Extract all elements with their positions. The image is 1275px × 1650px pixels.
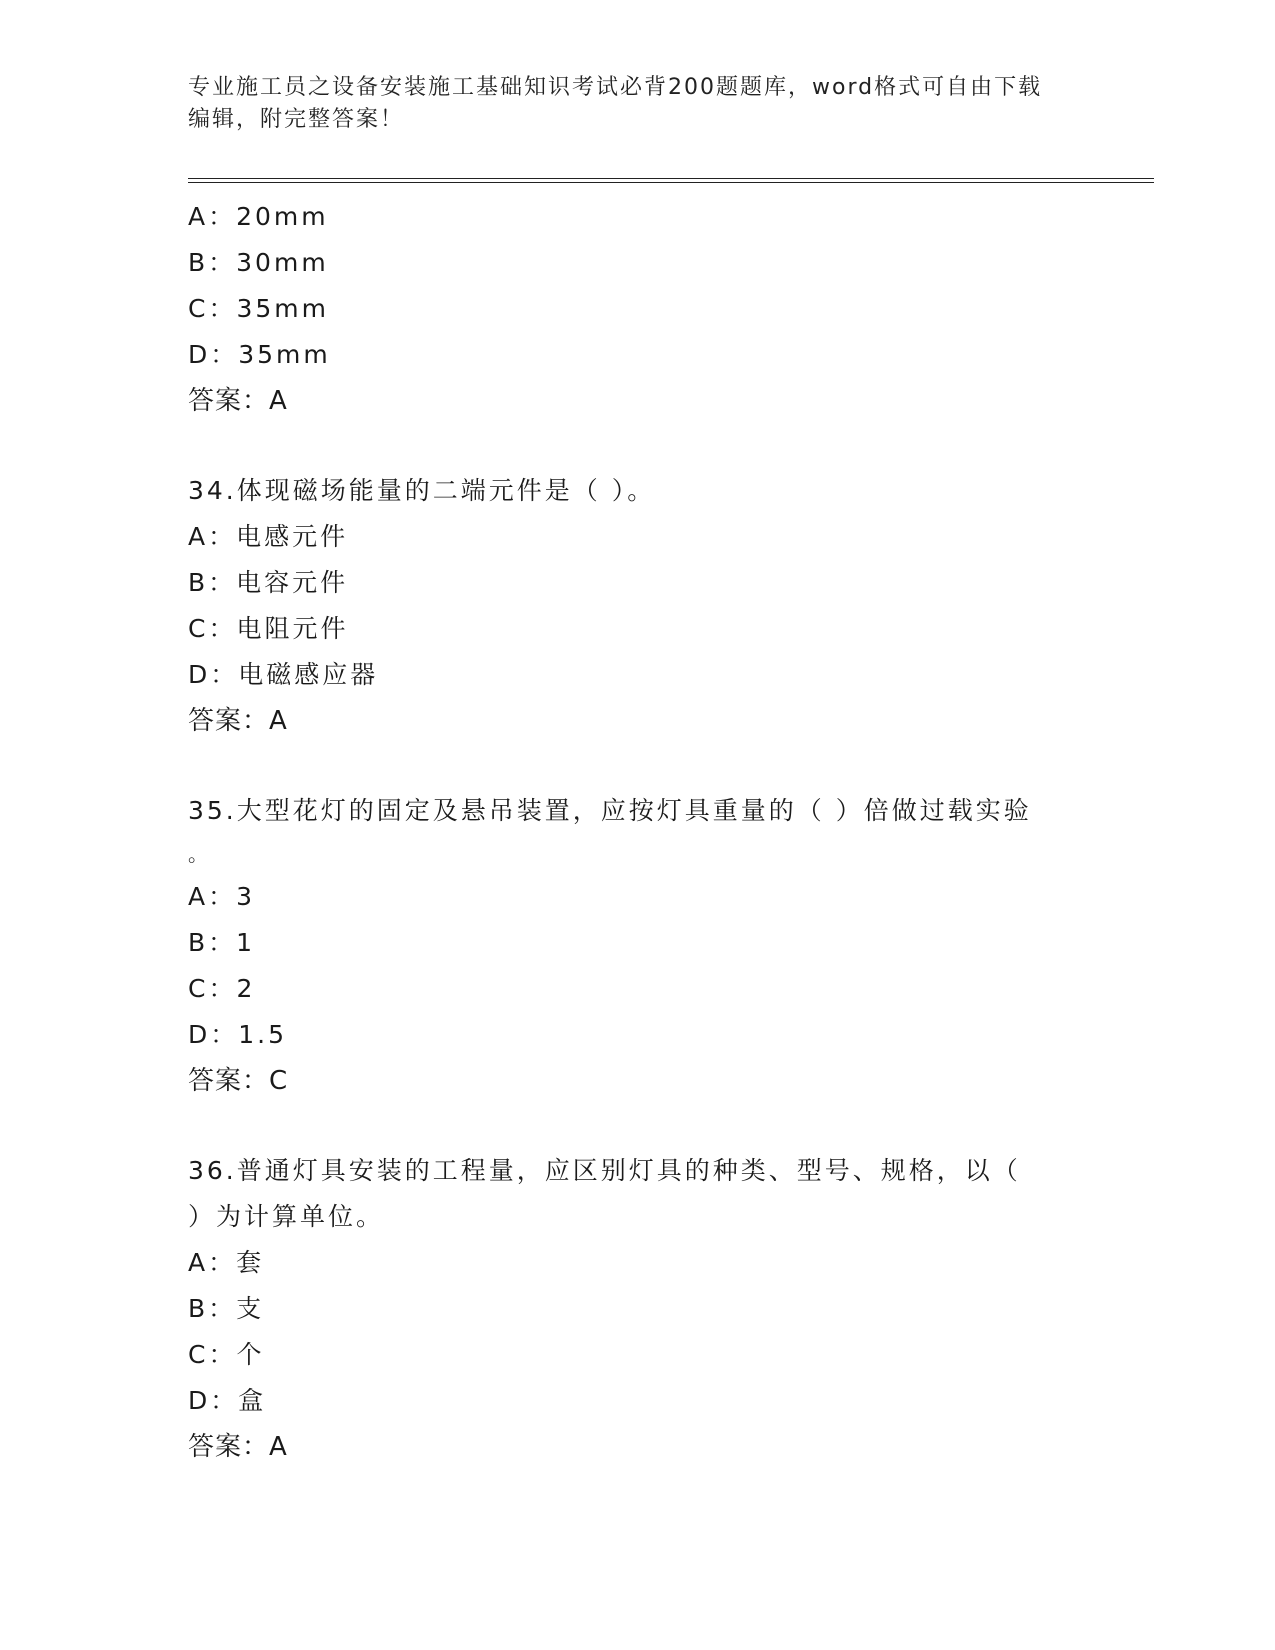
option-c: C：2	[188, 974, 256, 1003]
option-a: A：20mm	[188, 202, 329, 231]
option-a: A：3	[188, 882, 256, 911]
option-b: B：1	[188, 928, 256, 957]
question-text: 34.体现磁场能量的二端元件是（ ）。	[188, 476, 656, 505]
option-d: D：35mm	[188, 340, 331, 369]
question-36	[188, 1148, 1088, 1470]
question-text-line-2: ）为计算单位。	[188, 1202, 385, 1231]
question-34	[188, 468, 1088, 744]
header-line-2: 编辑，附完整答案！	[188, 107, 405, 132]
option-d: D：1.5	[188, 1020, 288, 1049]
option-b: B：30mm	[188, 248, 329, 277]
answer: 答案：A	[188, 386, 288, 416]
header-divider-top	[188, 178, 1154, 179]
answer: 答案：A	[188, 1432, 288, 1462]
question-text-line-2: 。	[188, 842, 211, 866]
option-c: C：个	[188, 1340, 265, 1369]
question-text-line-1: 36.普通灯具安装的工程量，应区别灯具的种类、型号、规格，以（	[188, 1156, 1021, 1185]
option-b: B：支	[188, 1294, 265, 1323]
header-divider-bottom	[188, 182, 1154, 183]
header-line-1: 专业施工员之设备安装施工基础知识考试必背200题题库，word格式可自由下载	[188, 75, 1043, 100]
answer: 答案：C	[188, 1066, 289, 1096]
option-b: B：电容元件	[188, 568, 349, 597]
document-header	[188, 72, 1088, 136]
question-35	[188, 788, 1088, 1104]
option-d: D：盒	[188, 1386, 267, 1415]
question-text-line-1: 35.大型花灯的固定及悬吊装置，应按灯具重量的（ ）倍做过载实验	[188, 796, 1032, 825]
question-33	[188, 194, 1088, 424]
question-list	[188, 194, 1088, 1470]
answer: 答案：A	[188, 706, 288, 736]
option-c: C：电阻元件	[188, 614, 349, 643]
option-a: A：套	[188, 1248, 265, 1277]
option-d: D：电磁感应器	[188, 660, 379, 689]
option-c: C：35mm	[188, 294, 329, 323]
option-a: A：电感元件	[188, 522, 349, 551]
